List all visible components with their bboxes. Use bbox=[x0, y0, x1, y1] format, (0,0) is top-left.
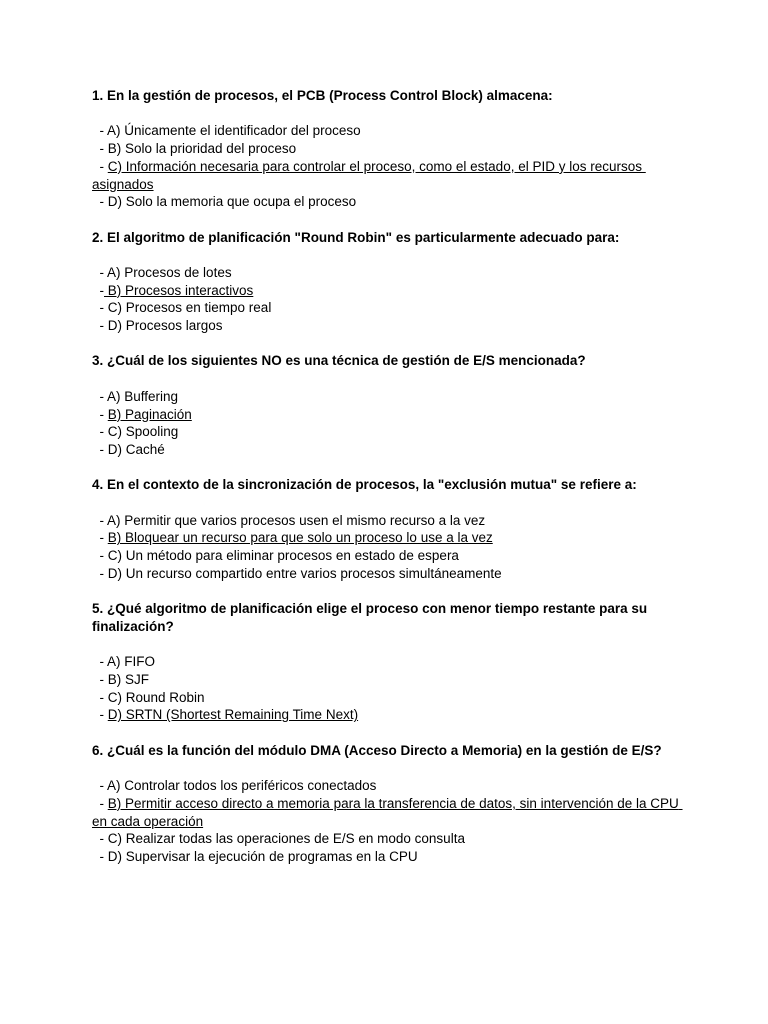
option-bullet: - bbox=[92, 158, 108, 174]
correct-option-text: B) Procesos interactivos bbox=[104, 282, 254, 298]
option-bullet: - bbox=[92, 388, 108, 404]
option-bullet: - bbox=[92, 264, 108, 280]
option-bullet: - bbox=[92, 512, 108, 528]
question-block bbox=[92, 476, 682, 582]
answer-option bbox=[92, 193, 682, 211]
option-text: B) Solo la prioridad del proceso bbox=[107, 141, 297, 157]
quiz-document bbox=[92, 87, 682, 883]
option-bullet: - bbox=[92, 141, 108, 157]
question-block bbox=[92, 87, 682, 211]
answer-option bbox=[92, 512, 682, 530]
option-text: A) Permitir que varios procesos usen el mismo recurso a la vez bbox=[107, 512, 486, 528]
option-bullet: - bbox=[92, 548, 108, 564]
option-text: D) Supervisar la ejecución de programas en la CPU bbox=[107, 849, 418, 865]
answer-option bbox=[92, 299, 682, 317]
question-block bbox=[92, 229, 682, 335]
question-block bbox=[92, 600, 682, 724]
option-bullet: - bbox=[92, 441, 108, 457]
option-bullet: - bbox=[92, 282, 104, 298]
answer-option bbox=[92, 264, 682, 282]
answer-option bbox=[92, 689, 682, 707]
option-text: D) Un recurso compartido entre varios procesos simultáneamente bbox=[107, 565, 502, 581]
option-bullet: - bbox=[92, 654, 108, 670]
answer-option bbox=[92, 423, 682, 441]
option-bullet: - bbox=[92, 707, 108, 723]
option-text: A) Procesos de lotes bbox=[107, 264, 232, 280]
question-block bbox=[92, 742, 682, 866]
option-text: A) Únicamente el identificador del proceso bbox=[107, 123, 361, 139]
option-bullet: - bbox=[92, 424, 108, 440]
answer-option bbox=[92, 529, 682, 547]
option-bullet: - bbox=[92, 849, 108, 865]
answer-option bbox=[92, 830, 682, 848]
answer-option bbox=[92, 565, 682, 583]
option-bullet: - bbox=[92, 530, 108, 546]
option-bullet: - bbox=[92, 123, 108, 139]
option-text: C) Procesos en tiempo real bbox=[107, 300, 272, 316]
answer-option bbox=[92, 795, 682, 830]
correct-option-text: B) Paginación bbox=[107, 406, 192, 422]
answer-option bbox=[92, 441, 682, 459]
option-bullet: - bbox=[92, 795, 108, 811]
correct-option-text: B) Permitir acceso directo a memoria para la transferencia de datos, sin intervención de la CPU en cada operación bbox=[92, 795, 683, 829]
option-bullet: - bbox=[92, 778, 108, 794]
option-text: D) Caché bbox=[107, 441, 165, 457]
question-text: 6. ¿Cuál es la función del módulo DMA (Acceso Directo a Memoria) en la gestión de E/S? bbox=[92, 742, 662, 758]
answer-option bbox=[92, 122, 682, 140]
answer-option bbox=[92, 653, 682, 671]
option-text: C) Spooling bbox=[107, 424, 179, 440]
question-text: 3. ¿Cuál de los siguientes NO es una técnica de gestión de E/S mencionada? bbox=[92, 353, 586, 369]
question-block bbox=[92, 352, 682, 458]
option-text: D) Procesos largos bbox=[107, 318, 223, 334]
option-bullet: - bbox=[92, 318, 108, 334]
question-text: 5. ¿Qué algoritmo de planificación elige el proceso con menor tiempo restante para su finalización? bbox=[92, 601, 648, 634]
option-text: C) Realizar todas las operaciones de E/S en modo consulta bbox=[107, 831, 465, 847]
question-text: 4. En el contexto de la sincronización de procesos, la "exclusión mutua" se refiere a: bbox=[92, 477, 637, 493]
answer-option bbox=[92, 140, 682, 158]
option-text: B) SJF bbox=[107, 672, 150, 688]
question-text: 1. En la gestión de procesos, el PCB (Process Control Block) almacena: bbox=[92, 88, 553, 103]
correct-option-text: C) Información necesaria para controlar el proceso, como el estado, el PID y los recursos asignados bbox=[92, 158, 646, 192]
option-text: A) Controlar todos los periféricos conectados bbox=[107, 778, 377, 794]
answer-option bbox=[92, 706, 682, 724]
question-text: 2. El algoritmo de planificación "Round Robin" es particularmente adecuado para: bbox=[92, 229, 620, 245]
option-text: C) Un método para eliminar procesos en estado de espera bbox=[107, 548, 459, 564]
option-bullet: - bbox=[92, 406, 108, 422]
option-text: D) Solo la memoria que ocupa el proceso bbox=[107, 194, 357, 210]
answer-option bbox=[92, 388, 682, 406]
option-text: A) Buffering bbox=[107, 388, 179, 404]
option-text: A) FIFO bbox=[107, 654, 156, 670]
correct-option-text: D) SRTN (Shortest Remaining Time Next) bbox=[107, 707, 359, 723]
answer-option bbox=[92, 406, 682, 424]
option-bullet: - bbox=[92, 565, 108, 581]
answer-option bbox=[92, 671, 682, 689]
correct-option-text: B) Bloquear un recurso para que solo un proceso lo use a la vez bbox=[107, 530, 493, 546]
option-bullet: - bbox=[92, 194, 108, 210]
answer-option bbox=[92, 777, 682, 795]
answer-option bbox=[92, 848, 682, 866]
option-bullet: - bbox=[92, 689, 108, 705]
option-text: C) Round Robin bbox=[107, 689, 205, 705]
option-bullet: - bbox=[92, 672, 108, 688]
option-bullet: - bbox=[92, 831, 108, 847]
option-bullet: - bbox=[92, 300, 108, 316]
answer-option bbox=[92, 547, 682, 565]
answer-option bbox=[92, 282, 682, 300]
answer-option bbox=[92, 317, 682, 335]
answer-option bbox=[92, 158, 682, 193]
